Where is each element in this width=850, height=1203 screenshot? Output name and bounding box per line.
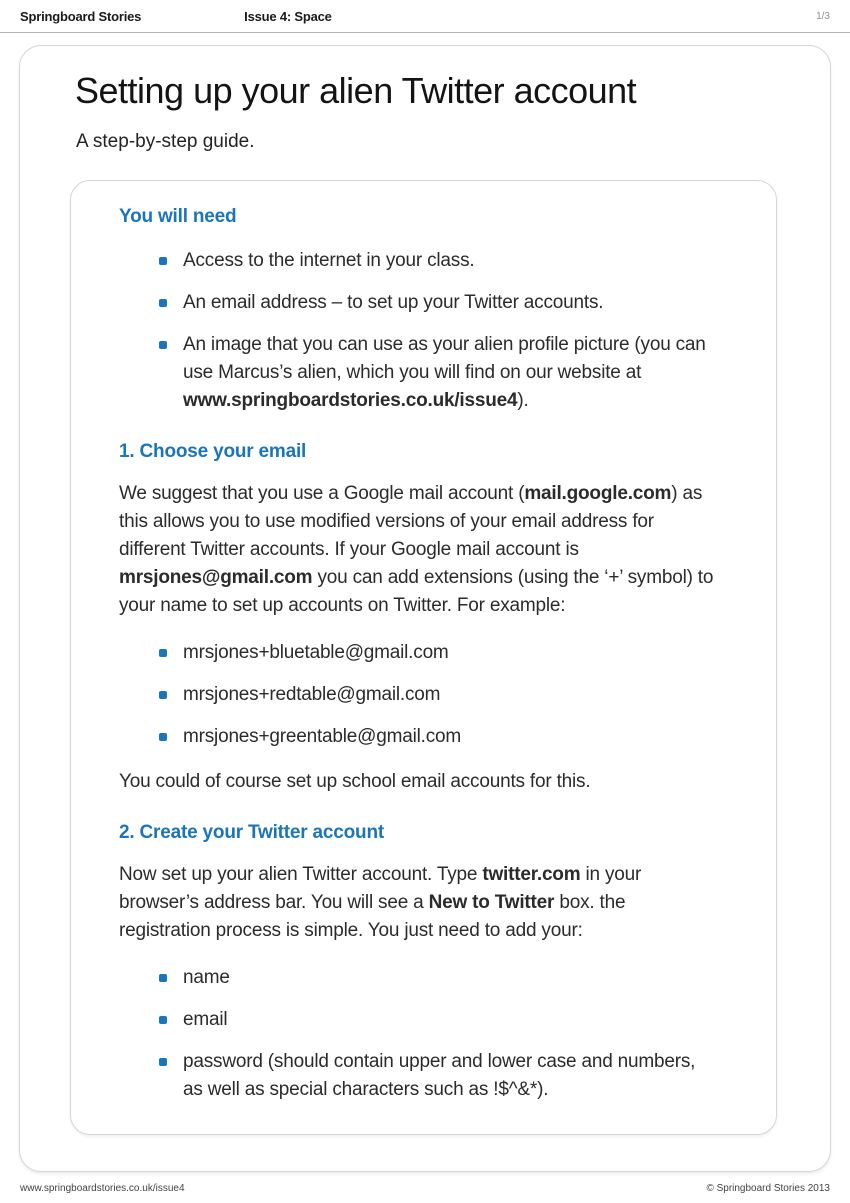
step2-paragraph: Now set up your alien Twitter account. Type twitter.com in your browser’s address bar. You will see a New to Twitter box. the registration process is simple. You just need to add your: [119, 864, 642, 941]
list-item [159, 1006, 719, 1034]
bullet-square-icon [159, 257, 167, 265]
list-item [159, 639, 719, 667]
list-item-text: name [183, 967, 230, 988]
section-heading-step1: 1. Choose your email [119, 441, 307, 462]
list-item [159, 289, 719, 317]
list-item-text: mrsjones+greentable@gmail.com [183, 726, 462, 747]
bullet-square-icon [159, 974, 167, 982]
page-title: Setting up your alien Twitter account [75, 70, 637, 111]
list-item [159, 723, 719, 751]
registration-fields-list [119, 964, 721, 1104]
page-indicator: 1/3 [816, 10, 830, 22]
list-item-text: mrsjones+bluetable@gmail.com [183, 642, 449, 663]
page-subtitle: A step-by-step guide. [76, 131, 255, 152]
list-item [159, 681, 719, 709]
issue-label: Issue 4: Space [244, 8, 332, 24]
list-item [159, 1048, 719, 1104]
brand-text: Springboard Stories [20, 8, 142, 24]
bullet-square-icon [159, 691, 167, 699]
section-heading-you-will-need: You will need [119, 206, 237, 227]
bullet-square-icon [159, 649, 167, 657]
you-will-need-list [119, 247, 721, 415]
step1-paragraph: We suggest that you use a Google mail account (mail.google.com) as this allows you to use modified versions of your email address for different Twitter accounts. If your Google mail account is mrsjones@gmail.com you can add extensions (using the ‘+’ symbol) to your name to set up accounts on Twitter. For example: [119, 483, 714, 616]
bullet-square-icon [159, 1016, 167, 1024]
document-header [0, 0, 850, 33]
page-card [19, 45, 831, 1172]
page-footer [20, 1183, 830, 1194]
list-item-text: Access to the internet in your class. [183, 250, 475, 271]
list-item-text: An image that you can use as your alien profile picture (you can use Marcus’s alien, which you will find on our website at www.springboardstories.co.uk/issue4). [183, 334, 706, 411]
bullet-square-icon [159, 299, 167, 307]
list-item [159, 964, 719, 992]
list-item-text: email [183, 1009, 228, 1030]
step1-note: You could of course set up school email accounts for this. [119, 771, 591, 792]
bullet-square-icon [159, 1058, 167, 1066]
list-item [159, 331, 719, 415]
bullet-square-icon [159, 341, 167, 349]
list-item-text: mrsjones+redtable@gmail.com [183, 684, 441, 705]
email-examples-list [119, 639, 721, 751]
list-item [159, 247, 719, 275]
list-item-text: An email address – to set up your Twitter accounts. [183, 292, 604, 313]
section-heading-step2: 2. Create your Twitter account [119, 822, 384, 843]
footer-copyright: © Springboard Stories 2013 [706, 1183, 830, 1194]
list-item-text: password (should contain upper and lower case and numbers, as well as special characters such as !$^&*). [183, 1051, 696, 1100]
guide-box [70, 180, 777, 1135]
footer-url: www.springboardstories.co.uk/issue4 [20, 1183, 185, 1194]
bullet-square-icon [159, 733, 167, 741]
